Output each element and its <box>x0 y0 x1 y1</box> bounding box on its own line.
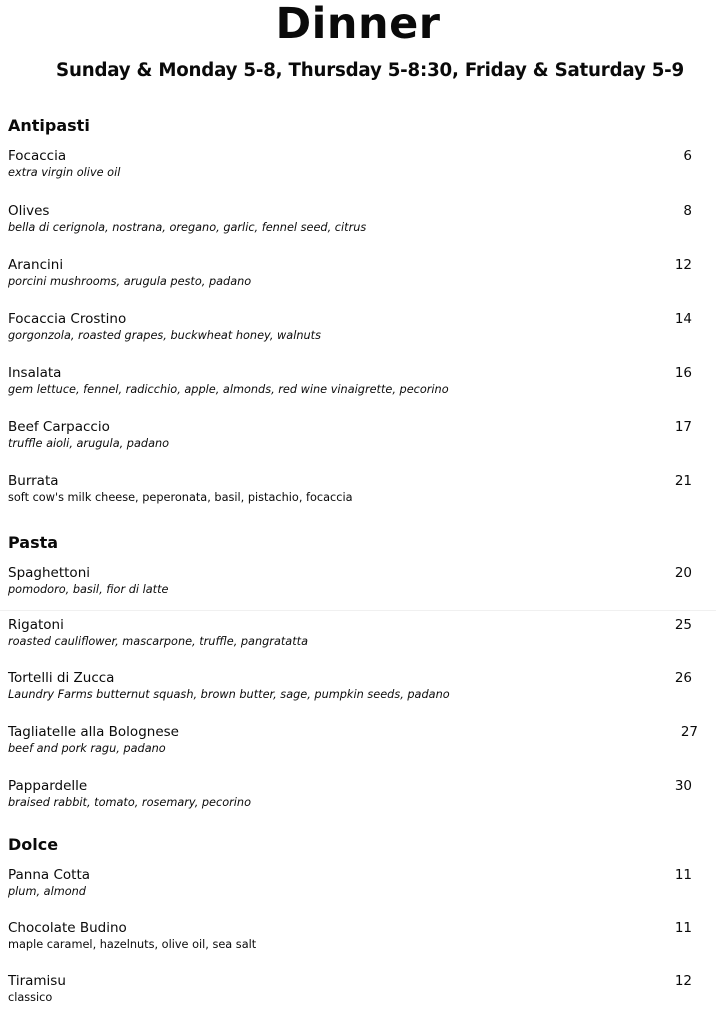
item-description: beef and pork ragu, padano <box>8 742 166 755</box>
item-price: 20 <box>674 565 692 581</box>
menu-item-burrata <box>8 472 692 512</box>
item-name: Focaccia Crostino <box>8 311 127 327</box>
item-price: 25 <box>674 617 692 633</box>
item-name: Burrata <box>8 473 59 489</box>
menu-item-focaccia-crostino <box>8 310 692 350</box>
item-description: porcini mushrooms, arugula pesto, padano <box>8 275 252 288</box>
item-price: 26 <box>674 670 692 686</box>
item-name: Rigatoni <box>8 617 64 633</box>
item-description: extra virgin olive oil <box>8 166 121 179</box>
page-divider <box>0 610 716 611</box>
item-price: 6 <box>683 148 692 164</box>
item-price: 8 <box>683 203 692 219</box>
item-price: 16 <box>674 365 692 381</box>
item-name: Olives <box>8 203 50 219</box>
item-name: Panna Cotta <box>8 867 91 883</box>
section-heading-pasta: Pasta <box>8 533 59 552</box>
menu-item-olives <box>8 202 692 242</box>
item-description: gorgonzola, roasted grapes, buckwheat honey, walnuts <box>8 329 321 342</box>
item-name: Tortelli di Zucca <box>8 670 115 686</box>
item-price: 30 <box>674 778 692 794</box>
item-description: bella di cerignola, nostrana, oregano, garlic, fennel seed, citrus <box>8 221 367 234</box>
item-price: 17 <box>674 419 692 435</box>
item-name: Chocolate Budino <box>8 920 127 936</box>
item-name: Arancini <box>8 257 64 273</box>
item-price: 12 <box>674 257 692 273</box>
item-name: Beef Carpaccio <box>8 419 110 435</box>
menu-item-insalata <box>8 364 692 404</box>
item-description: maple caramel, hazelnuts, olive oil, sea salt <box>8 938 257 951</box>
section-heading-antipasti: Antipasti <box>8 116 90 135</box>
section-heading-dolce: Dolce <box>8 835 59 854</box>
item-name: Tagliatelle alla Bolognese <box>8 724 179 740</box>
menu-item-arancini <box>8 256 692 296</box>
item-price: 27 <box>680 724 698 740</box>
menu-item-panna-cotta <box>8 866 692 906</box>
item-price: 11 <box>674 920 692 936</box>
item-description: soft cow's milk cheese, peperonata, basil, pistachio, focaccia <box>8 491 353 504</box>
item-name: Tiramisu <box>8 973 66 989</box>
opening-hours: Sunday & Monday 5-8, Thursday 5-8:30, Friday & Saturday 5-9 <box>56 60 684 81</box>
menu-item-spaghettoni <box>8 564 692 604</box>
menu-item-chocolate-budino <box>8 919 692 959</box>
menu-item-tagliatelle-alla-bolognese <box>8 723 698 763</box>
item-description: classico <box>8 991 53 1004</box>
item-name: Focaccia <box>8 148 67 164</box>
item-description: gem lettuce, fennel, radicchio, apple, almonds, red wine vinaigrette, pecorino <box>8 383 449 396</box>
item-description: truffle aioli, arugula, padano <box>8 437 170 450</box>
menu-item-rigatoni <box>8 616 692 656</box>
item-price: 21 <box>674 473 692 489</box>
item-description: Laundry Farms butternut squash, brown butter, sage, pumpkin seeds, padano <box>8 688 450 701</box>
item-description: braised rabbit, tomato, rosemary, pecorino <box>8 796 251 809</box>
item-price: 14 <box>674 311 692 327</box>
item-description: roasted cauliflower, mascarpone, truffle, pangratatta <box>8 635 309 648</box>
item-description: plum, almond <box>8 885 86 898</box>
item-name: Insalata <box>8 365 62 381</box>
menu-item-tiramisu <box>8 972 692 1012</box>
menu-item-focaccia <box>8 147 692 187</box>
item-price: 11 <box>674 867 692 883</box>
menu-item-beef-carpaccio <box>8 418 692 458</box>
menu-item-tortelli-di-zucca <box>8 669 692 709</box>
menu-item-pappardelle <box>8 777 692 817</box>
item-description: pomodoro, basil, fior di latte <box>8 583 169 596</box>
item-name: Spaghettoni <box>8 565 90 581</box>
menu-title: Dinner <box>275 0 441 49</box>
item-name: Pappardelle <box>8 778 88 794</box>
item-price: 12 <box>674 973 692 989</box>
